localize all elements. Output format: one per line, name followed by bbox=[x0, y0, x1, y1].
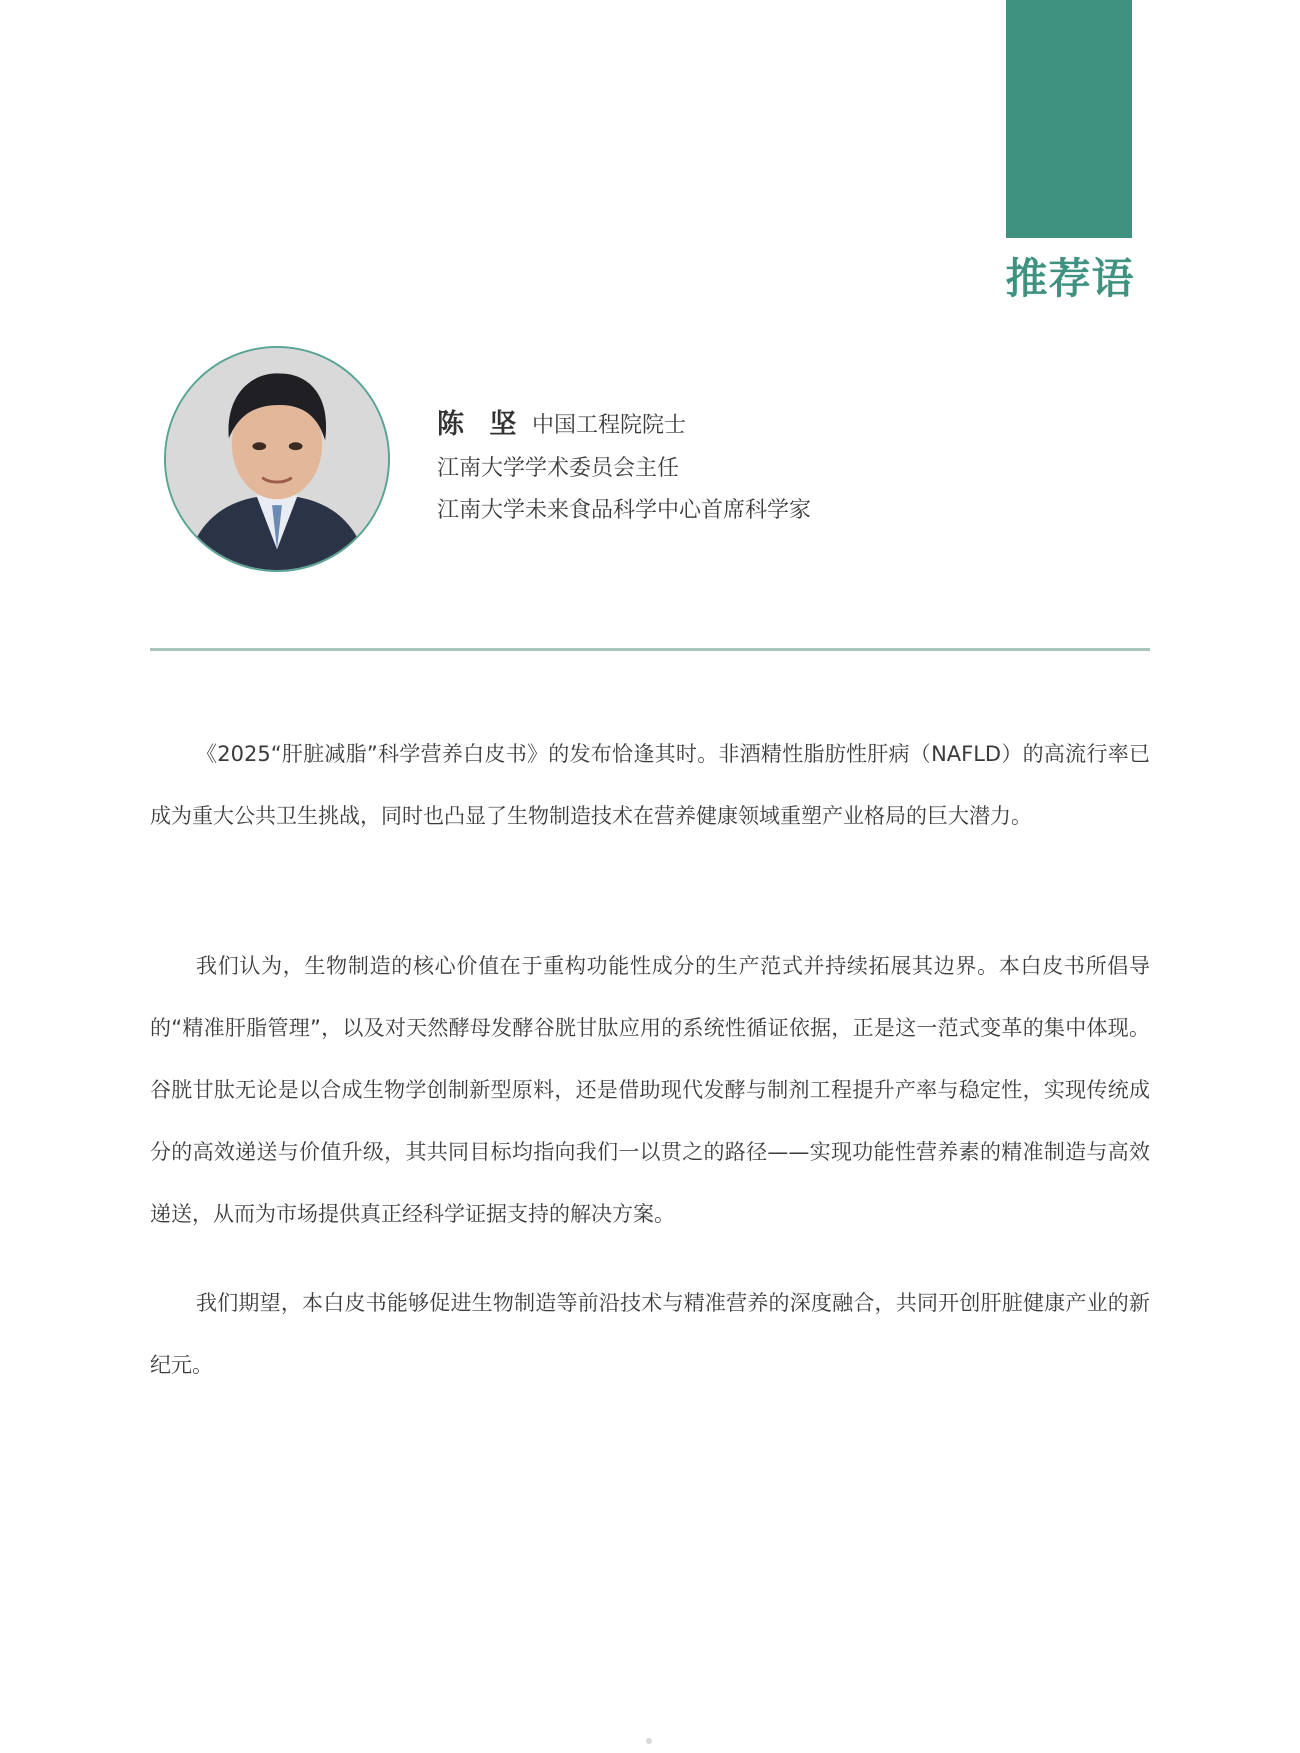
portrait-photo bbox=[164, 346, 390, 572]
section-divider bbox=[150, 648, 1150, 651]
body-paragraph-1-block bbox=[150, 723, 1150, 847]
footer-dot bbox=[646, 1738, 652, 1744]
body-paragraph-2-block bbox=[150, 935, 1150, 1245]
person-title-committee-chair: 江南大学学术委员会主任 bbox=[437, 456, 680, 481]
section-title: 推荐语 bbox=[1005, 254, 1135, 303]
body-paragraph-3-block bbox=[150, 1272, 1150, 1396]
body-paragraph-3: 我们期望，本白皮书能够促进生物制造等前沿技术与精准营养的深度融合，共同开创肝脏健康产业的新纪元。 bbox=[150, 1291, 1150, 1377]
portrait-icon bbox=[166, 348, 388, 570]
body-paragraph-1: 《2025“肝脏减脂”科学营养白皮书》的发布恰逢其时。非酒精性脂肪性肝病（NAFLD）的高流行率已成为重大公共卫生挑战，同时也凸显了生物制造技术在营养健康领域重塑产业格局的巨大潜力。 bbox=[150, 742, 1150, 828]
person-name: 陈 坚 bbox=[437, 409, 525, 440]
person-title-chief-scientist: 江南大学未来食品科学中心首席科学家 bbox=[437, 498, 812, 523]
body-paragraph-2: 我们认为，生物制造的核心价值在于重构功能性成分的生产范式并持续拓展其边界。本白皮书所倡导的“精准肝脂管理”，以及对天然酵母发酵谷胱甘肽应用的系统性循证依据，正是这一范式变革的集中体现。谷胱甘肽无论是以合成生物学创制新型原料，还是借助现代发酵与制剂工程提升产率与稳定性，实现传统成分的高效递送与价值升级，其共同目标均指向我们一以贯之的路径——实现功能性营养素的精准制造与高效递送，从而为市场提供真正经科学证据支持的解决方案。 bbox=[150, 954, 1150, 1226]
header-accent-block bbox=[1006, 0, 1132, 238]
person-title-academician: 中国工程院院士 bbox=[532, 413, 687, 438]
